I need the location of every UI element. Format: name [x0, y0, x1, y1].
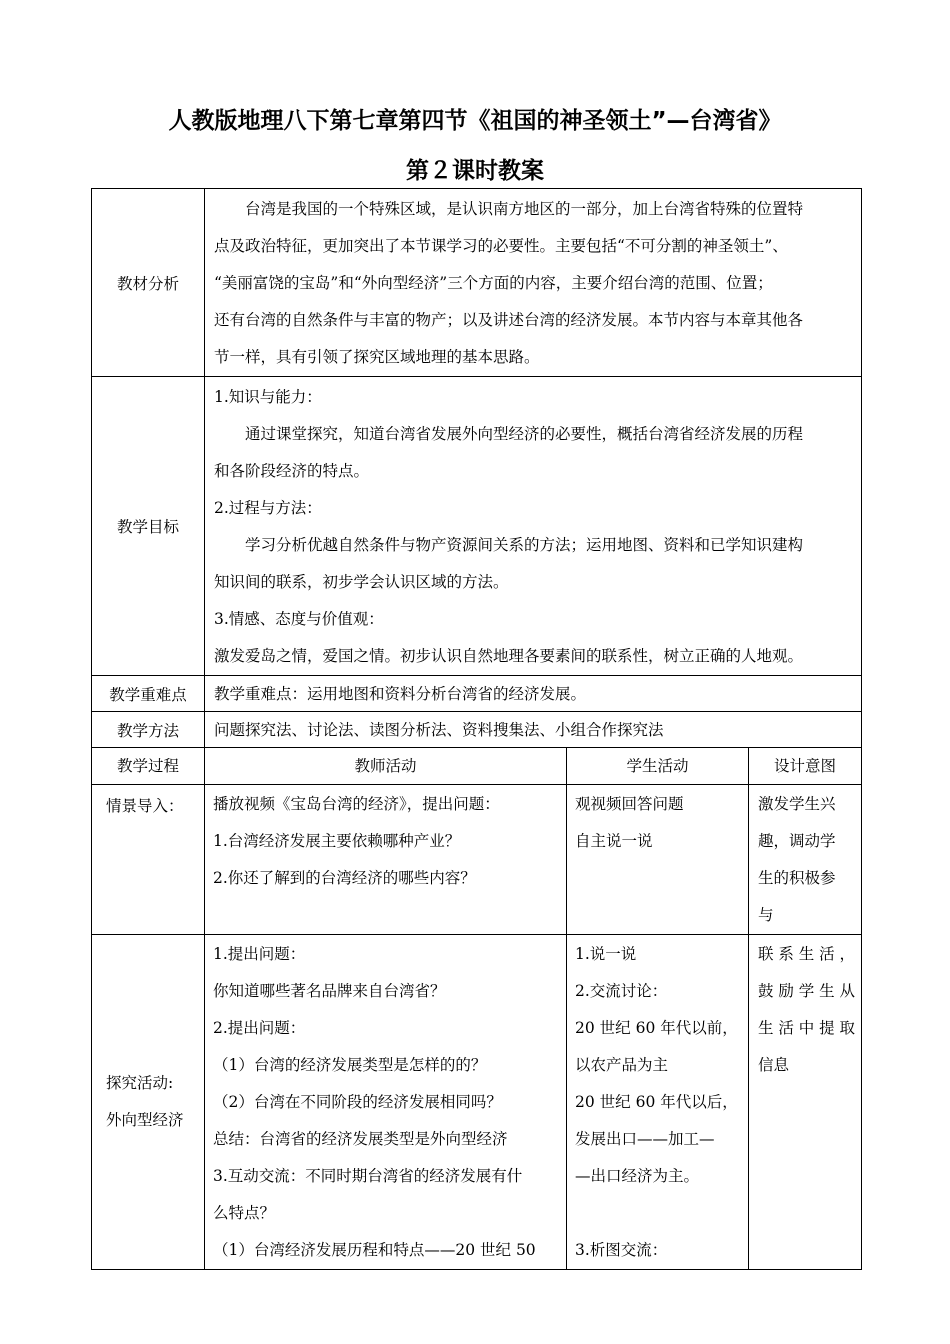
header-design-intent: 设计意图	[749, 748, 862, 785]
intent-line: 趣，调动学	[758, 832, 836, 850]
intent-line: 信息	[758, 1056, 790, 1074]
intent-line: 激发学生兴	[758, 795, 836, 813]
analysis-line: “美丽富饶的宝岛”和“外向型经济”三个方面的内容，主要介绍台湾的范围、位置；	[214, 274, 773, 292]
goal-text: 学习分析优越自然条件与物产资源间关系的方法；运用地图、资料和已学知识建构	[245, 536, 804, 554]
student-line: —出口经济为主。	[575, 1167, 700, 1185]
inquiry-teacher-activity	[205, 935, 567, 1270]
row-key-points	[92, 676, 862, 712]
inquiry-student-activity	[567, 935, 749, 1270]
teacher-line: （2）台湾在不同阶段的经济发展相同吗？	[213, 1093, 502, 1111]
row-teaching-methods	[92, 712, 862, 748]
teacher-line: 3.互动交流：不同时期台湾省的经济发展有什	[213, 1167, 523, 1185]
intro-design-intent	[749, 785, 862, 935]
document-subtitle: 第２课时教案	[406, 158, 544, 184]
teaching-methods-content: 问题探究法、讨论法、读图分析法、资料搜集法、小组合作探究法	[205, 712, 862, 748]
student-line	[575, 1195, 740, 1232]
label-teaching-methods: 教学方法	[92, 712, 205, 748]
intent-line: 鼓励学生从	[758, 982, 855, 1000]
row-textbook-analysis	[92, 189, 862, 377]
student-line: 观视频回答问题	[575, 795, 684, 813]
teacher-line: 1.提出问题：	[213, 945, 306, 963]
analysis-line: 点及政治特征，更加突出了本节课学习的必要性。主要包括“不可分割的神圣领土”、	[214, 237, 788, 255]
teacher-line: 你知道哪些著名品牌来自台湾省？	[213, 982, 446, 1000]
row-inquiry-activity	[92, 935, 862, 1270]
student-line: 2.交流讨论：	[575, 982, 668, 1000]
teacher-line: 播放视频《宝岛台湾的经济》，提出问题：	[213, 795, 500, 813]
label-textbook-analysis: 教材分析	[92, 189, 205, 377]
inquiry-design-intent	[749, 935, 862, 1270]
student-line: 自主说一说	[575, 832, 653, 850]
textbook-analysis-content	[205, 189, 862, 377]
intro-student-activity	[567, 785, 749, 935]
teacher-line: 2.提出问题：	[213, 1019, 306, 1037]
key-points-content: 教学重难点：运用地图和资料分析台湾省的经济发展。	[205, 676, 862, 712]
label-scenario-intro: 情景导入：	[92, 785, 205, 935]
header-process: 教学过程	[92, 748, 205, 785]
intent-line: 与	[758, 906, 774, 924]
header-teacher-activity: 教师活动	[205, 748, 567, 785]
intent-line: 联系生活，	[758, 945, 855, 963]
analysis-line: 台湾是我国的一个特殊区域，是认识南方地区的一部分，加上台湾省特殊的位置特	[245, 200, 804, 218]
intent-line: 生的积极参	[758, 869, 836, 887]
label-inquiry-activity: 探究活动: 外向型经济	[92, 935, 205, 1270]
teacher-line: （1）台湾的经济发展类型是怎样的的？	[213, 1056, 487, 1074]
teaching-goals-content	[205, 377, 862, 676]
goal-text: 和各阶段经济的特点。	[214, 462, 370, 480]
intro-teacher-activity	[205, 785, 567, 935]
student-line: 1.说一说	[575, 945, 637, 963]
goal-text: 激发爱岛之情，爱国之情。初步认识自然地理各要素间的联系性，树立正确的人地观。	[214, 647, 804, 665]
document-title: 人教版地理八下第七章第四节《祖国的神圣领土”—台湾省》	[168, 108, 782, 134]
label-teaching-goals: 教学目标	[92, 377, 205, 676]
teacher-line: 么特点？	[213, 1204, 276, 1222]
goal-text: 通过课堂探究，知道台湾省发展外向型经济的必要性，概括台湾省经济发展的历程	[245, 425, 804, 443]
student-line: 以农产品为主	[575, 1056, 669, 1074]
student-line: 20 世纪 60 年代以后，	[575, 1093, 738, 1111]
student-line: 发展出口——加工—	[575, 1130, 715, 1148]
row-scenario-intro	[92, 785, 862, 935]
teacher-line: （1）台湾经济发展历程和特点——20 世纪 50	[213, 1241, 536, 1259]
teacher-line: 1.台湾经济发展主要依赖哪种产业？	[213, 832, 461, 850]
student-line: 3.析图交流：	[575, 1241, 668, 1259]
analysis-line: 还有台湾的自然条件与丰富的物产；以及讲述台湾的经济发展。本节内容与本章其他各	[214, 311, 804, 329]
process-header-row	[92, 748, 862, 785]
header-student-activity: 学生活动	[567, 748, 749, 785]
analysis-line: 节一样，具有引领了探究区域地理的基本思路。	[214, 348, 540, 366]
lesson-plan-table	[91, 188, 862, 1270]
intent-line: 生活中提取	[758, 1019, 855, 1037]
goal-text: 知识间的联系，初步学会认识区域的方法。	[214, 573, 509, 591]
student-line: 20 世纪 60 年代以前，	[575, 1019, 738, 1037]
teacher-line: 总结：台湾省的经济发展类型是外向型经济	[213, 1130, 508, 1148]
goal-heading: 1.知识与能力：	[214, 388, 322, 406]
goal-heading: 2.过程与方法：	[214, 499, 322, 517]
goal-heading: 3.情感、态度与价值观：	[214, 610, 384, 628]
teacher-line: 2.你还了解到的台湾经济的哪些内容？	[213, 869, 476, 887]
label-key-points: 教学重难点	[92, 676, 205, 712]
row-teaching-goals	[92, 377, 862, 676]
